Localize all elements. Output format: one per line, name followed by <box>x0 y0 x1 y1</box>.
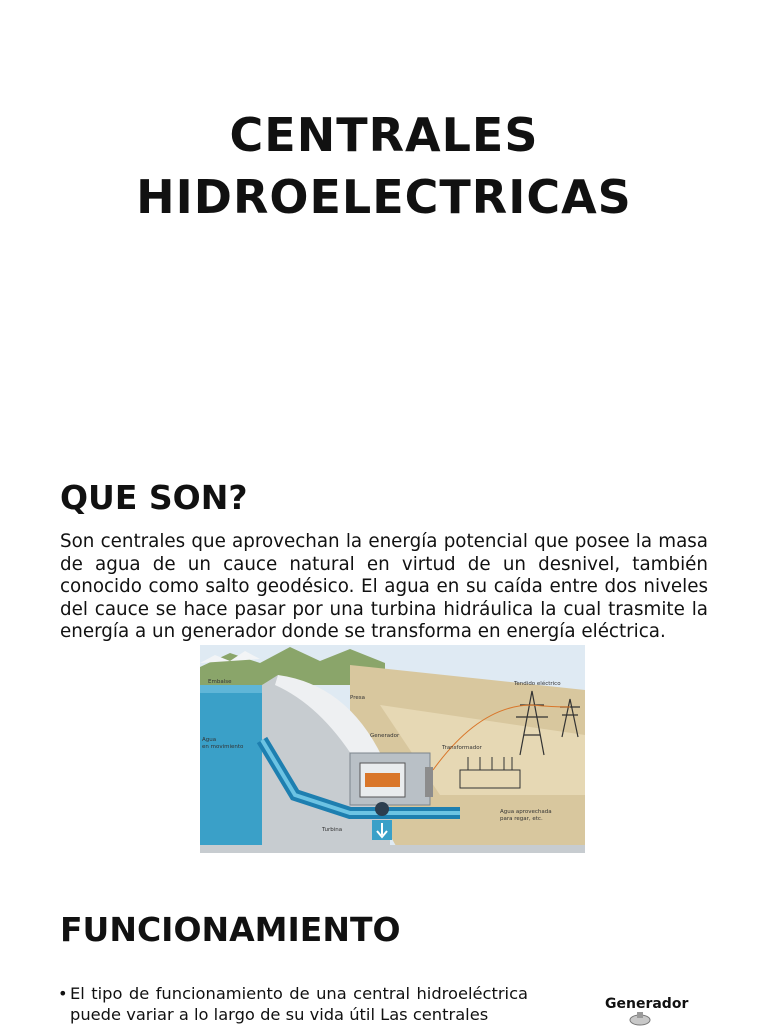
turbine <box>375 802 389 816</box>
generator <box>365 773 400 787</box>
label-agua-mov-1: Agua <box>202 737 217 743</box>
label-agua-aprovechada-1: Agua aprovechada <box>500 809 552 815</box>
label-generador: Generador <box>370 733 400 739</box>
transformer-mast <box>425 767 433 797</box>
label-turbina: Turbina <box>322 827 343 833</box>
section-heading-que-son: QUE SON? <box>60 478 248 517</box>
title-line-1: CENTRALES <box>229 108 539 162</box>
title-line-2: HIDROELECTRICAS <box>136 170 632 224</box>
label-transformador: Transformador <box>442 745 482 751</box>
reservoir-surface <box>200 685 262 693</box>
hydroelectric-plant-diagram <box>200 645 585 853</box>
generator-figure-label: Generador <box>605 996 689 1012</box>
label-tendido: Tendido eléctrico <box>514 681 561 687</box>
label-presa: Presa <box>350 695 365 701</box>
funcionamiento-list <box>58 983 528 1025</box>
que-son-paragraph: Son centrales que aprovechan la energía potencial que posee la masa de agua de un cauce natural en virtud de un desnivel, también conocido como salto geodésico. El agua en su caída entre dos niveles del cauce se hace pasar por una turbina hidráulica la cual trasmite la energía a un generador donde se transforma en energía eléctrica. <box>60 531 708 642</box>
reservoir <box>200 685 262 853</box>
label-agua-aprovechada-2: para regar, etc. <box>500 816 543 822</box>
list-item: • El tipo de funcionamiento de una central hidroeléctrica puede variar a lo largo de su vida útil Las centrales <box>58 983 528 1025</box>
section-heading-funcionamiento: FUNCIONAMIENTO <box>60 910 401 949</box>
base <box>200 845 585 853</box>
label-embalse: Embalse <box>208 679 232 685</box>
page-title <box>0 104 768 228</box>
label-agua-mov-2: en movimiento <box>202 744 244 750</box>
